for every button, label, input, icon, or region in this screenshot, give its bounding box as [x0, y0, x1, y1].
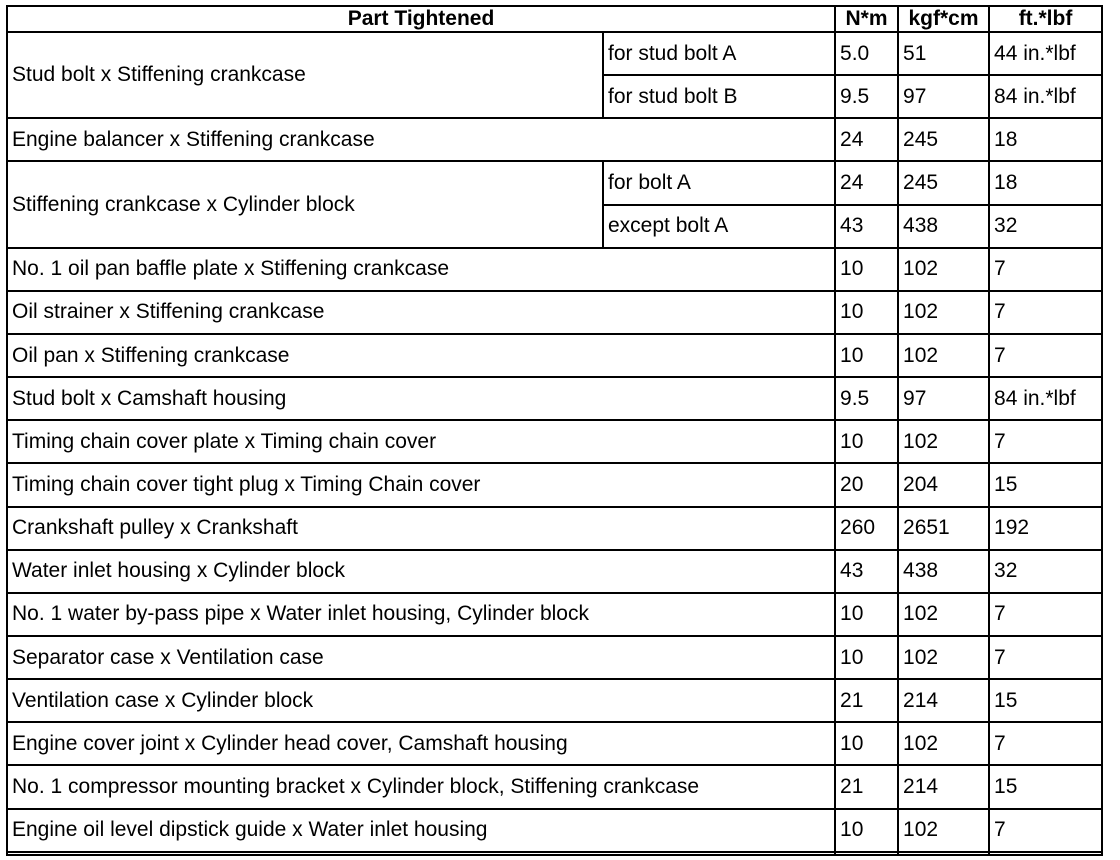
part-cell: Oil pan x Stiffening crankcase: [7, 334, 835, 377]
sub-part-cell: for stud bolt A: [603, 32, 835, 75]
table-row: [7, 765, 1102, 808]
table-row: [7, 32, 1102, 75]
part-cell: No. 1 compressor mounting bracket x Cylinder block, Stiffening crankcase: [7, 765, 835, 808]
ft-cell: 15: [989, 463, 1102, 506]
kgf-cell: 97: [898, 75, 989, 118]
nm-cell: 21: [835, 679, 898, 722]
nm-cell: 10: [835, 636, 898, 679]
ft-cell: 7: [989, 248, 1102, 291]
nm-cell: 21: [835, 765, 898, 808]
nm-cell: 20: [835, 463, 898, 506]
table-row: [7, 248, 1102, 291]
nm-cell: 10: [835, 291, 898, 334]
kgf-cell: 102: [898, 636, 989, 679]
kgf-cell: 2651: [898, 507, 989, 550]
header-nm: N*m: [835, 6, 898, 32]
header-part-tightened: Part Tightened: [7, 6, 835, 32]
part-cell: Ventilation case x Cylinder block: [7, 679, 835, 722]
nm-cell: 260: [835, 507, 898, 550]
ft-cell: 15: [989, 679, 1102, 722]
table-row: [7, 463, 1102, 506]
sub-part-cell: for stud bolt B: [603, 75, 835, 118]
torque-spec-table: [6, 5, 1103, 856]
header-row: [7, 6, 1102, 32]
part-cell: Timing chain cover plate x Timing chain cover: [7, 420, 835, 463]
part-cell: No. 1 water by-pass pipe x Water inlet housing, Cylinder block: [7, 593, 835, 636]
header-ft-lbf: ft.*lbf: [989, 6, 1102, 32]
part-cell: Stud bolt x Stiffening crankcase: [7, 32, 603, 118]
kgf-cell: 102: [898, 420, 989, 463]
nm-cell: 10: [835, 809, 898, 852]
nm-cell: [835, 852, 898, 855]
table-row: [7, 161, 1102, 204]
ft-cell: 192: [989, 507, 1102, 550]
ft-cell: 7: [989, 334, 1102, 377]
ft-cell: 7: [989, 636, 1102, 679]
table-row: [7, 377, 1102, 420]
table-row: [7, 809, 1102, 852]
kgf-cell: 102: [898, 291, 989, 334]
nm-cell: 10: [835, 593, 898, 636]
ft-cell: 18: [989, 118, 1102, 161]
kgf-cell: 102: [898, 593, 989, 636]
ft-cell: 7: [989, 593, 1102, 636]
part-cell: Engine balancer x Stiffening crankcase: [7, 118, 835, 161]
kgf-cell: 97: [898, 377, 989, 420]
nm-cell: 43: [835, 550, 898, 593]
header-kgf-cm: kgf*cm: [898, 6, 989, 32]
nm-cell: 9.5: [835, 377, 898, 420]
ft-cell: 32: [989, 205, 1102, 248]
kgf-cell: 438: [898, 550, 989, 593]
table-row: [7, 118, 1102, 161]
table-row: [7, 722, 1102, 765]
ft-cell: 44 in.*lbf: [989, 32, 1102, 75]
part-cell: Engine oil level dipstick guide x Water inlet housing: [7, 809, 835, 852]
ft-cell: 7: [989, 722, 1102, 765]
table-row: [7, 420, 1102, 463]
table-row: [7, 593, 1102, 636]
ft-cell: 84 in.*lbf: [989, 377, 1102, 420]
kgf-cell: 204: [898, 463, 989, 506]
table-row: [7, 636, 1102, 679]
table-row: [7, 852, 1102, 855]
nm-cell: 10: [835, 248, 898, 291]
nm-cell: 43: [835, 205, 898, 248]
nm-cell: 24: [835, 118, 898, 161]
table-row: [7, 291, 1102, 334]
table-row: [7, 679, 1102, 722]
part-cell: [7, 852, 835, 855]
nm-cell: 10: [835, 420, 898, 463]
kgf-cell: 102: [898, 722, 989, 765]
nm-cell: 10: [835, 334, 898, 377]
ft-cell: 7: [989, 809, 1102, 852]
part-cell: Timing chain cover tight plug x Timing Chain cover: [7, 463, 835, 506]
ft-cell: 7: [989, 291, 1102, 334]
part-cell: Oil strainer x Stiffening crankcase: [7, 291, 835, 334]
part-cell: No. 1 oil pan baffle plate x Stiffening crankcase: [7, 248, 835, 291]
kgf-cell: 438: [898, 205, 989, 248]
part-cell: Stiffening crankcase x Cylinder block: [7, 161, 603, 247]
table-row: [7, 334, 1102, 377]
ft-cell: 84 in.*lbf: [989, 75, 1102, 118]
ft-cell: 32: [989, 550, 1102, 593]
nm-cell: 9.5: [835, 75, 898, 118]
sub-part-cell: except bolt A: [603, 205, 835, 248]
kgf-cell: 214: [898, 765, 989, 808]
ft-cell: 15: [989, 765, 1102, 808]
sub-part-cell: for bolt A: [603, 161, 835, 204]
ft-cell: [989, 852, 1102, 855]
kgf-cell: 245: [898, 118, 989, 161]
kgf-cell: 102: [898, 809, 989, 852]
nm-cell: 5.0: [835, 32, 898, 75]
ft-cell: 18: [989, 161, 1102, 204]
table-row: [7, 507, 1102, 550]
table-row: [7, 550, 1102, 593]
part-cell: Separator case x Ventilation case: [7, 636, 835, 679]
nm-cell: 24: [835, 161, 898, 204]
part-cell: Stud bolt x Camshaft housing: [7, 377, 835, 420]
ft-cell: 7: [989, 420, 1102, 463]
part-cell: Engine cover joint x Cylinder head cover, Camshaft housing: [7, 722, 835, 765]
nm-cell: 10: [835, 722, 898, 765]
kgf-cell: 102: [898, 248, 989, 291]
part-cell: Crankshaft pulley x Crankshaft: [7, 507, 835, 550]
kgf-cell: 214: [898, 679, 989, 722]
part-cell: Water inlet housing x Cylinder block: [7, 550, 835, 593]
kgf-cell: 102: [898, 334, 989, 377]
kgf-cell: [898, 852, 989, 855]
kgf-cell: 51: [898, 32, 989, 75]
kgf-cell: 245: [898, 161, 989, 204]
